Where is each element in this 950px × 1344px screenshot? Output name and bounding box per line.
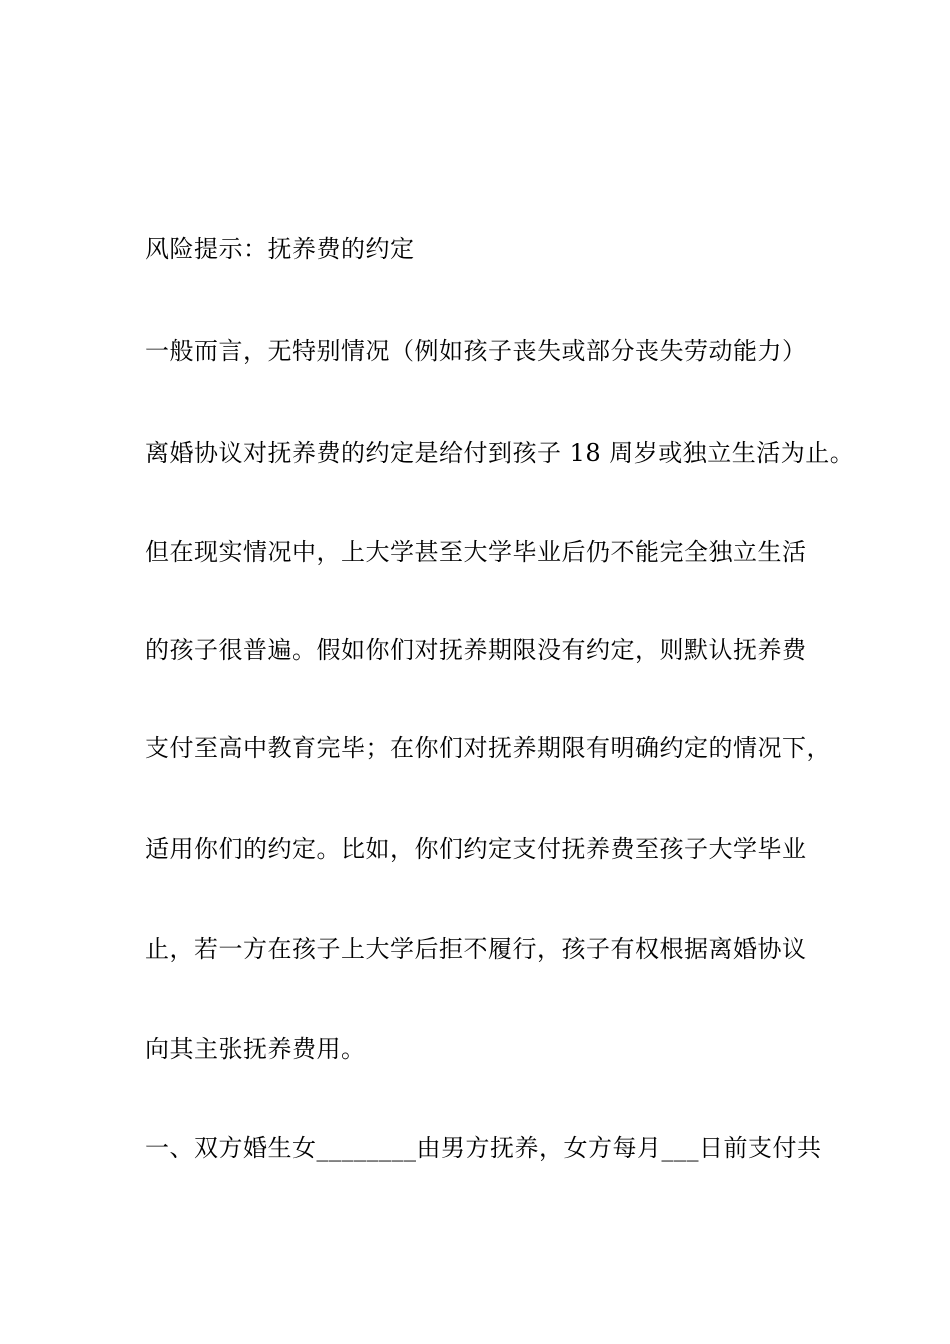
paragraph-line: 离婚协议对抚养费的约定是给付到孩子 18 周岁或独立生活为止。 xyxy=(145,439,855,467)
paragraph-line: 但在现实情况中，上大学甚至大学毕业后仍不能完全独立生活 xyxy=(145,538,807,566)
paragraph-line: 支付至高中教育完毕；在你们对抚养期限有明确约定的情况下， xyxy=(145,734,831,762)
paragraph-line: 向其主张抚养费用。 xyxy=(145,1035,366,1063)
paragraph-line: 的孩子很普遍。假如你们对抚养期限没有约定，则默认抚养费 xyxy=(145,636,807,664)
paragraph-line: 适用你们的约定。比如，你们约定支付抚养费至孩子大学毕业 xyxy=(145,835,807,863)
paragraph-line: 止，若一方在孩子上大学后拒不履行，孩子有权根据离婚协议 xyxy=(145,935,807,963)
clause-line: 一、双方婚生女________由男方抚养，女方每月___日前支付共 xyxy=(145,1134,822,1162)
paragraph-line: 一般而言，无特别情况（例如孩子丧失或部分丧失劳动能力） xyxy=(145,337,807,365)
section-heading: 风险提示：抚养费的约定 xyxy=(145,235,415,263)
